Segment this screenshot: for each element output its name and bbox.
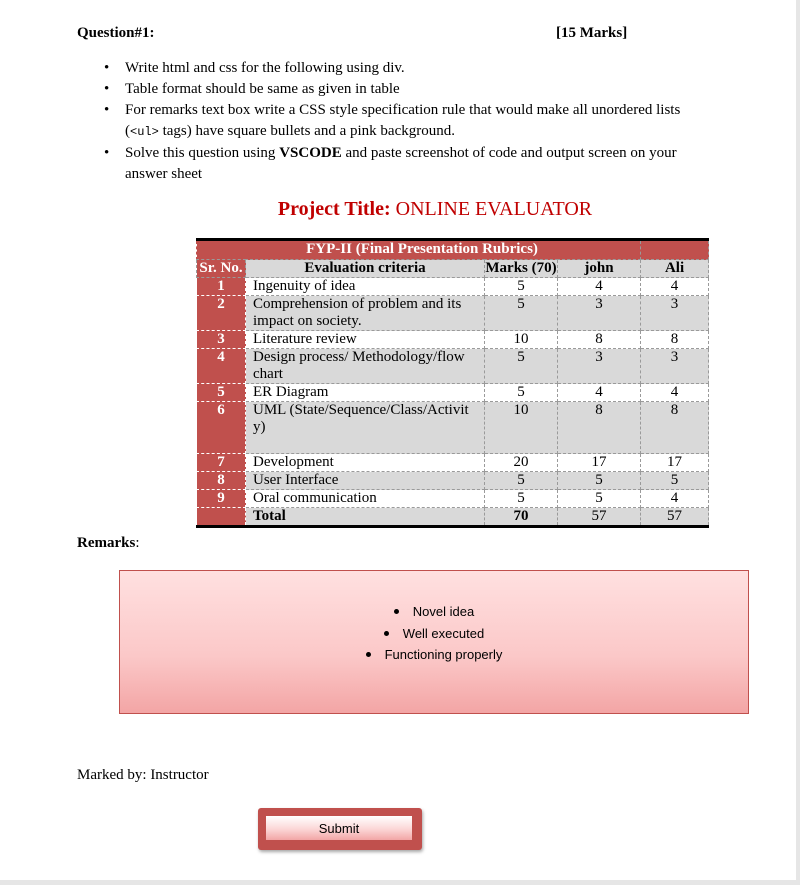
sr-cell: 7 (197, 454, 246, 472)
marks-cell: 5 (485, 296, 558, 331)
list-item (120, 644, 748, 666)
ali-cell: 5 (641, 472, 709, 490)
header-john: john (558, 260, 641, 278)
john-cell: 5 (558, 472, 641, 490)
list-item (104, 100, 704, 143)
remarks-list (120, 601, 748, 666)
instruction-text: tags) have square bullets and a pink background. (158, 123, 455, 139)
instruction-text: For remarks text box write a CSS style specification rule that would make all unordered lists ( (125, 102, 681, 139)
criteria-cell: UML (State/Sequence/Class/Activit y) (246, 402, 485, 454)
sr-cell: 6 (197, 402, 246, 454)
ali-cell: 3 (641, 296, 709, 331)
bullet-icon: • (104, 145, 110, 161)
sr-cell: 2 (197, 296, 246, 331)
table-row (197, 331, 709, 349)
sr-cell: 3 (197, 331, 246, 349)
ali-cell: 8 (641, 402, 709, 454)
sr-cell (197, 508, 246, 527)
sr-cell: 4 (197, 349, 246, 384)
instruction-text: and paste screenshot of code and output screen on your answer sheet (125, 145, 677, 182)
table-row (197, 454, 709, 472)
john-cell: 8 (558, 402, 641, 454)
total-john: 57 (558, 508, 641, 527)
bullet-icon (394, 609, 399, 614)
john-cell: 5 (558, 490, 641, 508)
project-title (0, 198, 800, 221)
instructions-list (104, 58, 704, 185)
john-cell: 4 (558, 278, 641, 296)
header-criteria: Evaluation criteria (246, 260, 485, 278)
bullet-icon (366, 652, 371, 657)
marks-cell: 5 (485, 472, 558, 490)
instruction-text: Write html and css for the following using div. (125, 60, 405, 76)
ali-cell: 3 (641, 349, 709, 384)
marks-cell: 5 (485, 384, 558, 402)
remarks-label-colon: : (135, 535, 140, 551)
remarks-textbox[interactable] (119, 570, 749, 714)
remark-text: Well executed (402, 625, 485, 641)
remark-text: Novel idea (412, 604, 475, 619)
marks-cell: 5 (485, 278, 558, 296)
john-cell: 3 (558, 296, 641, 331)
criteria-cell: Ingenuity of idea (246, 278, 485, 296)
table-row (197, 278, 709, 296)
bullet-icon: • (104, 81, 110, 97)
question-marks: [15 Marks] (556, 25, 628, 41)
rubric-table (196, 238, 709, 528)
marked-by: Marked by: Instructor (77, 767, 209, 783)
sr-cell: 1 (197, 278, 246, 296)
ali-cell: 4 (641, 278, 709, 296)
marks-cell: 10 (485, 402, 558, 454)
john-cell: 17 (558, 454, 641, 472)
sr-cell: 8 (197, 472, 246, 490)
project-title-label: Project Title: (277, 198, 391, 220)
sr-cell: 9 (197, 490, 246, 508)
table-row (197, 384, 709, 402)
criteria-cell: Comprehension of problem and its impact on society. (246, 296, 485, 331)
submit-frame (258, 808, 422, 850)
instruction-text: Solve this question using (125, 145, 280, 161)
list-item (120, 601, 748, 623)
sr-cell: 5 (197, 384, 246, 402)
total-marks: 70 (485, 508, 558, 527)
question-title: Question#1: (77, 25, 155, 41)
marks-cell: 5 (485, 349, 558, 384)
criteria-cell: Development (246, 454, 485, 472)
ali-cell: 8 (641, 331, 709, 349)
instruction-text: Table format should be same as given in table (125, 81, 400, 97)
submit-button[interactable]: Submit (265, 815, 413, 841)
table-row (197, 349, 709, 384)
criteria-cell: Design process/ Methodology/flow chart (246, 349, 485, 384)
total-ali: 57 (641, 508, 709, 527)
marks-cell: 5 (485, 490, 558, 508)
header-ali: Ali (641, 260, 709, 278)
john-cell: 8 (558, 331, 641, 349)
project-title-value: ONLINE EVALUATOR (395, 198, 593, 220)
table-caption-blank (641, 240, 709, 260)
table-row (197, 472, 709, 490)
bullet-icon: • (104, 60, 110, 76)
table-total-row (197, 508, 709, 527)
total-label: Total (246, 508, 485, 527)
table-row (197, 490, 709, 508)
bullet-icon (384, 631, 389, 636)
criteria-cell: Literature review (246, 331, 485, 349)
bullet-icon: • (104, 102, 110, 118)
criteria-cell: Oral communication (246, 490, 485, 508)
remarks-label (77, 535, 140, 552)
header-marks: Marks (70) (485, 260, 557, 276)
list-item (104, 58, 704, 79)
ali-cell: 4 (641, 384, 709, 402)
table-row (197, 296, 709, 331)
john-cell: 4 (558, 384, 641, 402)
vscode-text: VSCODE (279, 145, 342, 161)
john-cell: 3 (558, 349, 641, 384)
remarks-label-text: Remarks (77, 535, 136, 551)
ali-cell: 4 (641, 490, 709, 508)
criteria-cell: ER Diagram (246, 384, 485, 402)
page-edge (0, 880, 800, 885)
header-sr: Sr. No. (197, 260, 246, 278)
marks-cell: 20 (485, 454, 558, 472)
table-caption: FYP-II (Final Presentation Rubrics) (197, 240, 641, 260)
ali-cell: 17 (641, 454, 709, 472)
criteria-cell: User Interface (246, 472, 485, 490)
remark-text: Functioning properly (384, 647, 503, 662)
page-edge (796, 0, 800, 885)
list-item (104, 143, 704, 185)
list-item (104, 79, 704, 100)
ul-code: <ul> (130, 125, 159, 139)
list-item (120, 623, 748, 645)
table-row (197, 402, 709, 454)
marks-cell: 10 (485, 331, 558, 349)
